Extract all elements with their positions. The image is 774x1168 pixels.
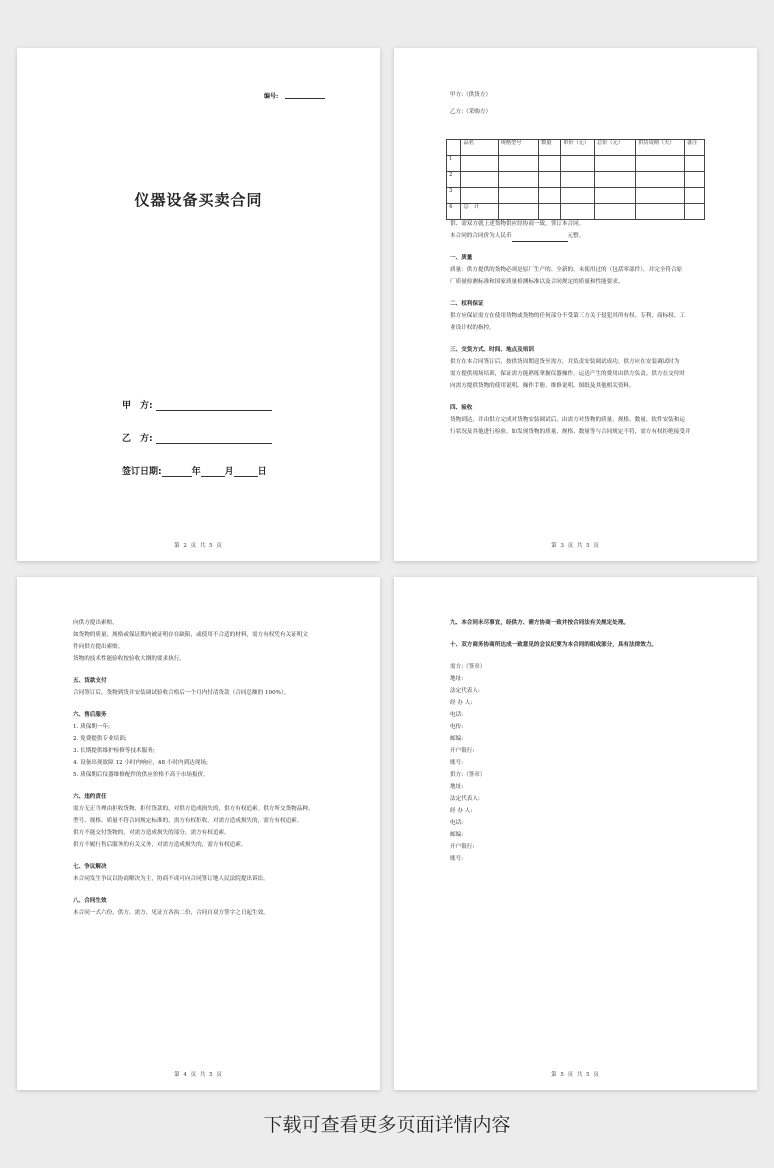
day-line: [234, 469, 258, 477]
section-title: 二、权利保证: [450, 301, 484, 307]
document-title: 仪器设备买卖合同: [134, 191, 263, 209]
page-5-body: [450, 617, 709, 865]
party-b-buyer: 乙方:（采购方）: [450, 109, 492, 115]
contract-number-line: [285, 91, 325, 99]
section-title: 七、争议解决: [73, 864, 107, 870]
list-item: 2. 免费提供专业培训;: [73, 736, 127, 742]
signature-field: 账号:: [450, 856, 464, 862]
table-cell: 1: [447, 156, 461, 172]
section-title: 五、货款支付: [73, 678, 107, 684]
signature-field: 法定代表人:: [450, 688, 480, 694]
month-line: [201, 469, 225, 477]
page-footer: 第 5 页 共 5 页: [551, 1072, 600, 1078]
page-footer: 第 3 页 共 5 页: [551, 543, 600, 549]
table-header-cell: 品名: [461, 140, 498, 156]
list-item: 1. 质保期一年;: [73, 724, 110, 730]
contract-price: 本合同的合同价为人民币 元整。: [450, 230, 709, 242]
list-item: 3. 长期提供维护检修等技术服务;: [73, 748, 155, 754]
paragraph: 本合同发生争议以协商解决为主，协商不成可向合同签订地人民法院提出诉讼。: [73, 876, 269, 882]
table-header-cell: 单价（元）: [561, 140, 595, 156]
list-item: 5. 质保期后仪器维修配件的供应价格不高于市场报价。: [73, 772, 209, 778]
section-title: 十、双方商务协商所达成一致意见的会议纪要为本合同的组成部分，具有法律效力。: [450, 642, 657, 648]
page-footer: 第 4 页 共 5 页: [174, 1072, 223, 1078]
paragraph: 供方不履行售后服务的有关义务，对需方造成损失的，需方有权追索。: [73, 842, 247, 848]
page-3: [394, 48, 757, 561]
signature-field: 邮编:: [450, 736, 464, 742]
table-header-row: [447, 140, 705, 156]
day-label: 日: [257, 467, 267, 477]
paragraph: 业设计权的指控。: [450, 325, 495, 331]
party-b-row: [122, 431, 272, 444]
table-header-cell: 总价（元）: [594, 140, 635, 156]
signature-field: 供方:（签章）: [450, 772, 486, 778]
table-cell: 总 计: [461, 204, 498, 220]
intro-text: 供、需双方就上述货物供应经协商一致，签订本合同。: [450, 221, 585, 227]
paragraph: 件向供方提出索赔。: [73, 644, 124, 650]
table-header-cell: 数量: [539, 140, 561, 156]
section-title: 九、本合同未尽事宜，经供方、需方协商一致并按合同法有关规定处理。: [450, 620, 630, 626]
table-row: [447, 172, 705, 188]
paragraph: 向需方提供货物的使用说明、操作手册、维修说明、图纸及其他相关资料。: [450, 383, 635, 389]
signature-field: 地址:: [450, 676, 464, 682]
paragraph: 需方无正当理由拒收货物、拒付货款的，对供方造成损失的，供方有权追索。供方所交货物品种、: [73, 806, 314, 812]
table-cell: 3: [447, 188, 461, 204]
year-line: [162, 469, 192, 477]
list-item: 4. 设备出现故障 12 小时内响应，48 小时内到达现场;: [73, 760, 208, 766]
paragraph: 行状况及其他进行检验。如发现货物的质量、规格、数量等与合同规定不符，需方有权拒绝接受并: [450, 429, 691, 435]
section-title: 六、售后服务: [73, 712, 107, 718]
paragraph: 需方提供现场培训，保证需方能熟练掌握仪器操作。运送产生的费用由供方负责。供方在交付时: [450, 371, 685, 377]
paragraph: 合同签订后，货物到货并安装调试验收合格后一个月内付清货款（合同总额的 100%）。: [73, 690, 290, 696]
page-5: [394, 577, 757, 1090]
party-b-label: 乙 方:: [122, 434, 153, 444]
section-title: 八、合同生效: [73, 898, 107, 904]
sign-date-row: [122, 464, 267, 477]
sign-date-label: 签订日期:: [122, 467, 162, 477]
paragraph: 供方不能交付货物的，对需方造成损失的部分，需方有权追索。: [73, 830, 230, 836]
page-footer: 第 2 页 共 5 页: [174, 543, 223, 549]
signature-field: 开户银行:: [450, 844, 475, 850]
table-header-cell: [447, 140, 461, 156]
paragraph: 供方应保证需方在使用货物或货物的任何部分不受第三方关于侵犯其所有权、专利、商标权、工: [450, 313, 685, 319]
page-3-body: [450, 218, 709, 438]
section-title: 六、违约责任: [73, 794, 107, 800]
table-row: [447, 156, 705, 172]
paragraph: 如货物的质量、规格或保证期内被证明存在缺陷，或使用不合适的材料，需方有权凭有关证明文: [73, 632, 308, 638]
table-header-cell: 供货周期（天）: [636, 140, 685, 156]
signature-field: 邮编:: [450, 832, 464, 838]
signature-field: 电传:: [450, 724, 464, 730]
signature-field: 经 办 人:: [450, 808, 473, 814]
year-label: 年: [191, 467, 201, 477]
table-row: [447, 188, 705, 204]
table-cell: 4: [447, 204, 461, 220]
paragraph: 向供方提出索赔。: [73, 620, 118, 626]
page-4: [17, 577, 380, 1090]
section-title: 一、质量: [450, 255, 473, 261]
paragraph: 本合同一式六份，供方、需方、见证方各执二份，合同自双方签字之日起生效。: [73, 910, 269, 916]
signature-field: 电话:: [450, 712, 464, 718]
paragraph: 货物的技术性能验收按验收大纲的要求执行。: [73, 656, 185, 662]
goods-table: [446, 139, 705, 220]
signature-field: 电话:: [450, 820, 464, 826]
signature-field: 经 办 人:: [450, 700, 473, 706]
page-4-body: [73, 617, 332, 919]
paragraph: 供方在本合同签订后，按供货周期送货至需方，并负责安装调试成功。供方应在安装调试时为: [450, 359, 680, 365]
section-title: 三、交货方式、时间、地点及培训: [450, 347, 534, 353]
signature-field: 法定代表人:: [450, 796, 480, 802]
paragraph: 厂质量检测标准和国家质量检测标准以及合同规定的质量和性能要求。: [450, 279, 624, 285]
download-caption: 下载可查看更多页面详情内容: [263, 1114, 511, 1136]
contract-number-label: 编号:: [264, 93, 279, 100]
party-a-row: [122, 398, 272, 411]
signature-field: 账号:: [450, 760, 464, 766]
paragraph: 质量：供方提供的货物必须是原厂生产的、全新的、未使用过的（包括零部件），并完全符合原: [450, 267, 683, 273]
party-a-supplier: 甲方:（供货方）: [450, 92, 492, 98]
table-header-cell: 备注: [684, 140, 704, 156]
signature-field: 需方:（签章）: [450, 664, 486, 670]
table-cell: 2: [447, 172, 461, 188]
party-a-line: [156, 403, 272, 411]
page-2: [17, 48, 380, 561]
signature-field: 地址:: [450, 784, 464, 790]
section-title: 四、验收: [450, 405, 473, 411]
paragraph: 型号、规格、质量不符合同规定标准的，需方有权拒收，对需方造成损失的，需方有权追索。: [73, 818, 303, 824]
month-label: 月: [224, 467, 234, 477]
party-a-label: 甲 方:: [122, 401, 153, 411]
party-b-line: [156, 436, 272, 444]
signature-field: 开户银行:: [450, 748, 475, 754]
paragraph: 货物到达，并由供方完成对货物安装调试后，由需方对货物的质量、规格、数量、软件安装和运: [450, 417, 685, 423]
table-header-cell: 规格型号: [498, 140, 538, 156]
